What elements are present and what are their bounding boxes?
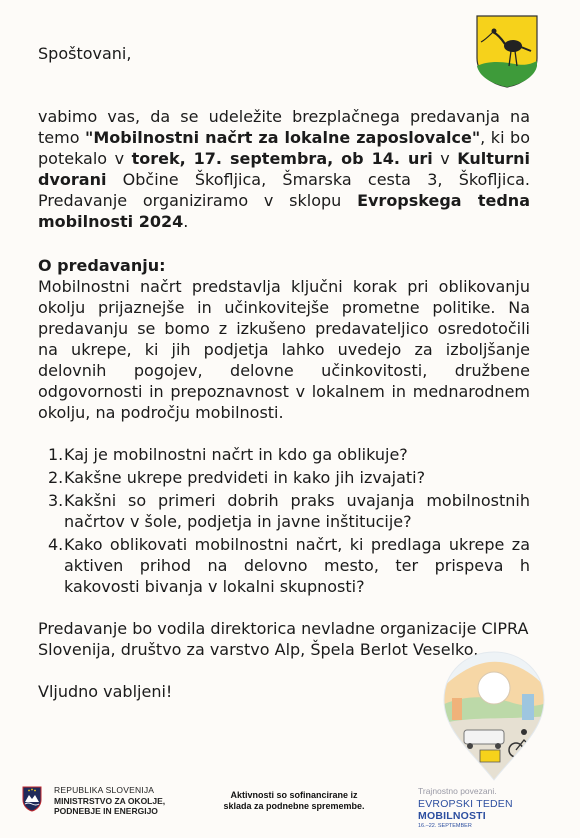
salutation: Spoštovani, [38,44,132,63]
mobility-week-dates: 16.–22. SEPTEMBER [418,823,472,829]
list-item: 4. Kako oblikovati mobilnostni načrt, ki predlaga ukrepe za aktiven prihod na delovno mesto, ter prispeva h kakovosti bivanja v lokalni skupnosti? [48,535,530,596]
about-heading: O predavanju: [38,256,166,275]
ministry-line: PODNEBJE IN ENERGIJO [54,806,158,816]
intro-paragraph: vabimo vas, da se udeležite brezplačnega predavanja na temo "Mobilnostni načrt za lokalne zaposlovalce", ki bo potekalo v torek, 17. septembra, ob 14. uri v Kulturni dvorani Občine Škofljica, Šmarska cesta 3, Škofljica. Predavanje organiziramo v sklopu Evropskega tedna mobilnosti 2024. [38,107,531,231]
mobility-week-name: EVROPSKI TEDEN MOBILNOSTI [418,798,513,822]
list-item: 1. Kaj je mobilnostni načrt in kdo ga oblikuje? [48,445,408,464]
ministry-line: MINISTRSTVO ZA OKOLJE, [54,795,166,806]
question-list [48,444,530,599]
mobility-illustration-icon [440,650,548,782]
list-item: 2. Kakšne ukrepe predvideti in kako jih izvajati? [48,468,426,487]
ministry-line: REPUBLIKA SLOVENIJA [54,785,155,795]
cofunding-note: Aktivnosti so sofinancirane iz sklada za podnebne spremembe. [223,790,365,811]
speaker-paragraph: Predavanje bo vodila direktorica nevladne organizacije CIPRA Slovenija, društvo za varstvo Alp, Špela Berlot Veselko. [38,619,529,659]
about-paragraph: Mobilnostni načrt predstavlja ključni korak pri oblikovanju okolju prijaznejše in učinkovitejše prometne politike. Na predavanju se bomo z izkušeno predavateljico osredotočili na ukrepe, ki jih podjetja lahko uvedejo za izboljšanje delovnih pogojev, delovne učinkovitosti, družbene odgovornosti in prepoznavnost v lokalnem in mednarodnem okolju, na področju mobilnosti. [38,277,530,422]
list-item: 3. Kakšni so primeri dobrih praks uvajanja mobilnostnih načrtov v šole, podjetja in javne inštitucije? [48,491,530,531]
ministry-logo [22,785,165,817]
mobility-week-tagline: Trajnostno povezani. [418,786,497,796]
mobility-week-logo [418,786,580,829]
municipal-crest-icon [475,14,539,88]
slovenia-shield-icon [22,786,42,812]
closing: Vljudno vabljeni! [38,682,173,701]
